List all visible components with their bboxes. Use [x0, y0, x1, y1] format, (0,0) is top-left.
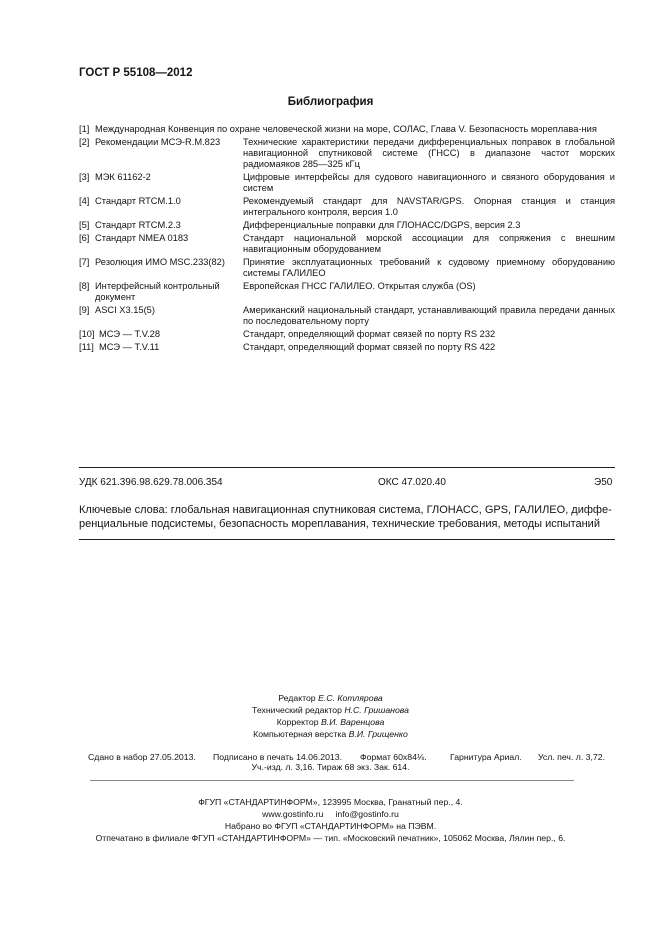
bib-source: Рекомендации МСЭ-R.M.823 — [95, 137, 221, 147]
bib-source: Интерфейсный контрольный документ — [95, 281, 220, 302]
keywords-line-2: ренциальные подсистемы, безопасность мореплавания, технические требования, методы испытаний — [79, 518, 600, 530]
bib-source: Стандарт RTCM.2.3 — [95, 220, 181, 230]
bib-entry — [79, 137, 615, 170]
bib-entry — [79, 220, 615, 231]
bib-number: [11] — [79, 342, 94, 352]
credit-line — [0, 716, 661, 728]
bib-source: ASCI X3.15(5) — [95, 305, 155, 315]
bib-entry — [79, 257, 615, 279]
bib-entry — [79, 305, 615, 327]
typeface-info: Гарнитура Ариал. — [450, 752, 522, 762]
bib-entry — [79, 233, 615, 255]
bib-description: Стандарт, определяющий формат связей по порту RS 232 — [243, 329, 496, 339]
bib-description: Стандарт национальной морской ассоциации для сопряжения с внешним навигационным оборудованием — [243, 233, 615, 254]
bib-number: [7] — [79, 257, 90, 267]
bib-number: [10] — [79, 329, 95, 339]
bib-number: [8] — [79, 281, 90, 291]
bib-number: [2] — [79, 137, 90, 147]
bib-description: Цифровые интерфейсы для судового навигационного и связного оборудования и систем — [243, 172, 615, 193]
publisher-address: ФГУП «СТАНДАРТИНФОРМ», 123995 Москва, Гранатный пер., 4. — [198, 797, 463, 807]
bib-entry — [79, 281, 615, 303]
credit-line — [0, 728, 661, 740]
bib-source: Резолюция ИМО MSC.233(82) — [95, 257, 225, 267]
bib-number: [3] — [79, 172, 90, 182]
bib-description: Принятие эксплуатационных требований к судовому приемному оборудованию системы ГАЛИЛЕО — [243, 257, 615, 278]
submitted-date: Сдано в набор 27.05.2013. — [88, 752, 196, 762]
credit-role: Редактор — [278, 693, 316, 703]
credit-name: Н.С. Гришанова — [344, 705, 409, 715]
bib-entry — [79, 172, 615, 194]
bib-source: МЭК 61162-2 — [95, 172, 151, 182]
bib-description: Американский национальный стандарт, устанавливающий правила передачи данных по последовательному порту — [243, 305, 615, 326]
website-link[interactable]: www.gostinfo.ru — [262, 809, 324, 819]
bib-source: МСЭ — T.V.11 — [99, 342, 160, 352]
print-sheets: Усл. печ. л. 3,72. — [538, 752, 605, 762]
email-link[interactable]: info@gostinfo.ru — [335, 809, 399, 819]
signed-date: Подписано в печать 14.06.2013. — [213, 752, 342, 762]
bib-description: Европейская ГНСС ГАЛИЛЕО. Открытая служба (OS) — [243, 281, 476, 291]
bib-number: [5] — [79, 220, 90, 230]
divider-imprint — [90, 780, 574, 781]
bib-number: [4] — [79, 196, 90, 206]
bib-source: МСЭ — T.V.28 — [99, 329, 161, 339]
bib-entry — [79, 124, 615, 135]
credit-name: В.И. Варенцова — [320, 717, 385, 727]
bibliography-list — [79, 124, 615, 355]
group-code: Э50 — [594, 477, 613, 488]
udk-code: УДК 621.396.98.629.78.006.354 — [79, 477, 223, 488]
bib-description: Технические характеристики передачи дифференциальных поправок в глобальной навигационной спутниковой системе (ГНСС) в диапазоне частот морских радиомаяков 285—325 кГц — [243, 137, 615, 169]
bib-full-text: Международная Конвенция по охране человеческой жизни на море, СОЛАС, Глава V. Безопасность мореплава-ния — [95, 124, 597, 134]
credit-role: Компьютерная верстка — [253, 729, 347, 739]
typeset-info: Набрано во ФГУП «СТАНДАРТИНФОРМ» на ПЭВМ. — [224, 821, 437, 831]
bib-source: Стандарт RTCM.1.0 — [95, 196, 181, 206]
keywords-line-1: Ключевые слова: глобальная навигационная спутниковая система, ГЛОНАСС, GPS, ГАЛИЛЕО, диффе- — [79, 504, 612, 516]
bib-description: Дифференциальные поправки для ГЛОНАСС/DGPS, версия 2.3 — [243, 220, 521, 230]
bib-number: [1] — [79, 124, 90, 134]
bib-description: Рекомендуемый стандарт для NAVSTAR/GPS. Опорная станция и станция интегрального контроля, версия 1.0 — [243, 196, 615, 217]
oks-code: ОКС 47.020.40 — [378, 477, 446, 488]
credit-line — [0, 692, 661, 704]
credit-name: В.И. Грищенко — [348, 729, 408, 739]
bib-entry — [79, 329, 615, 340]
printed-info: Отпечатано в филиале ФГУП «СТАНДАРТИНФОРМ» — тип. «Московский печатник», 105062 Москва, Лялин пер., 6. — [95, 833, 566, 843]
imprint-block — [0, 796, 661, 844]
divider-bottom — [79, 539, 615, 540]
credit-line — [0, 704, 661, 716]
credits-block — [0, 692, 661, 740]
bib-entry — [79, 196, 615, 218]
divider-top — [79, 467, 615, 468]
bib-number: [9] — [79, 305, 90, 315]
credit-name: Е.С. Котлярова — [318, 693, 383, 703]
credit-role: Корректор — [276, 717, 319, 727]
bibliography-title: Библиография — [287, 96, 374, 108]
paper-format: Формат 60x84⅛. — [360, 752, 427, 762]
bib-description: Стандарт, определяющий формат связей по порту RS 422 — [243, 342, 496, 352]
edition-info: Уч.-изд. л. 3,16. Тираж 68 экз. Зак. 614. — [251, 762, 410, 772]
bib-number: [6] — [79, 233, 90, 243]
bib-source: Стандарт NMEA 0183 — [95, 233, 189, 243]
bib-entry — [79, 342, 615, 353]
credit-role: Технический редактор — [252, 705, 342, 715]
document-code: ГОСТ Р 55108—2012 — [79, 67, 193, 79]
contact-line — [0, 808, 661, 820]
